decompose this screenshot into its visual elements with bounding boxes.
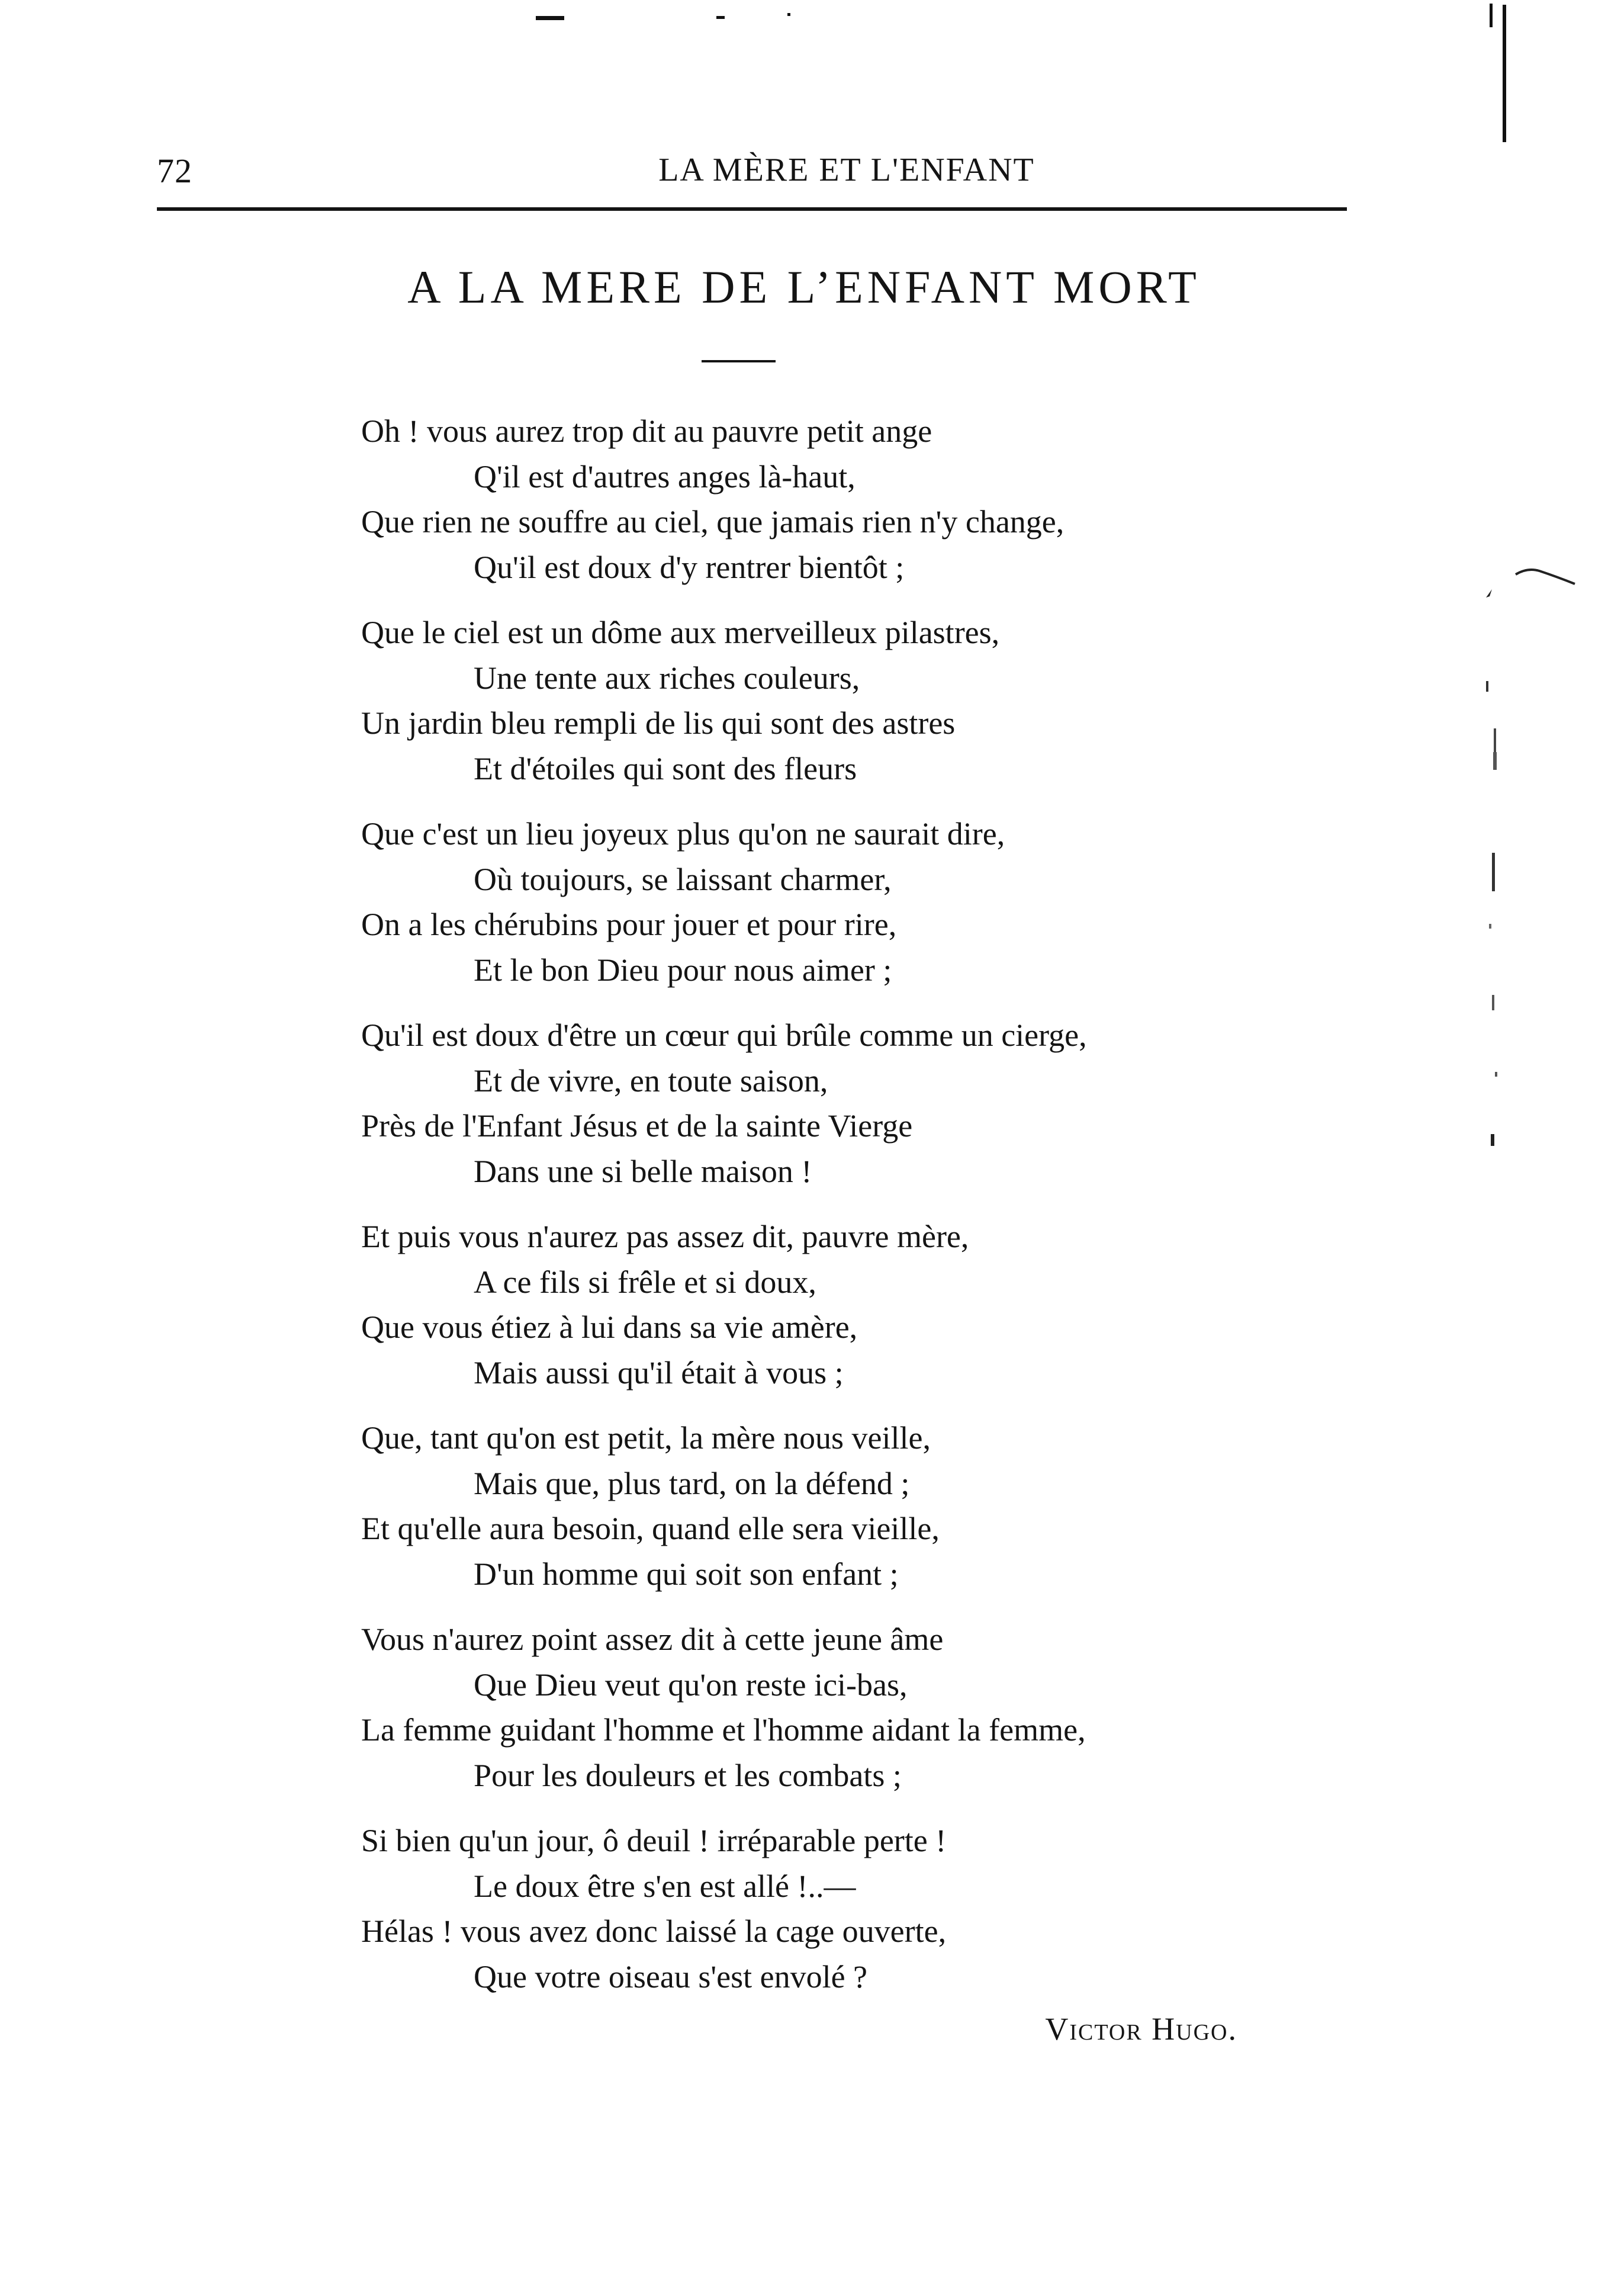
verse-line: Où toujours, se laissant charmer, bbox=[474, 861, 892, 897]
verse-line: Et de vivre, en toute saison, bbox=[474, 1062, 828, 1099]
stanza bbox=[361, 1818, 1320, 1999]
margin-scan-marks bbox=[1379, 0, 1581, 1214]
title-rule bbox=[702, 360, 776, 362]
verse-line: Mais aussi qu'il était à vous ; bbox=[474, 1354, 844, 1391]
verse-line: D'un homme qui soit son enfant ; bbox=[474, 1556, 899, 1592]
stanza bbox=[361, 409, 1320, 590]
verse-line: Dans une si belle maison ! bbox=[474, 1153, 812, 1189]
stanza bbox=[361, 1415, 1320, 1597]
verse-line: Que le ciel est un dôme aux merveilleux pilastres, bbox=[361, 615, 1000, 650]
verse-line: Q'il est d'autres anges là-haut, bbox=[474, 458, 856, 494]
poem-title: A LA MERE DE L’ENFANT MORT bbox=[407, 261, 1201, 313]
verse-line: Que rien ne souffre au ciel, que jamais rien n'y change, bbox=[361, 504, 1065, 540]
verse-line: Le doux être s'en est allé !..— bbox=[474, 1868, 856, 1904]
verse-line: Que votre oiseau s'est envolé ? bbox=[474, 1958, 868, 1995]
author-signature: Victor Hugo. bbox=[1045, 2011, 1237, 2047]
stanza bbox=[361, 1617, 1320, 1798]
scan-mark-top-1 bbox=[536, 16, 564, 20]
verse-line: A ce fils si frêle et si doux, bbox=[474, 1264, 816, 1300]
poem-body bbox=[361, 409, 1320, 2019]
verse-line: Hélas ! vous avez donc laissé la cage ouverte, bbox=[361, 1913, 947, 1949]
scan-mark-top-3 bbox=[787, 13, 790, 16]
verse-line: Vous n'aurez point assez dit à cette jeune âme bbox=[361, 1621, 944, 1657]
verse-line: Qu'il est doux d'être un cœur qui brûle comme un cierge, bbox=[361, 1017, 1087, 1053]
stanza bbox=[361, 1214, 1320, 1395]
page-header bbox=[157, 151, 1341, 198]
verse-line: Et d'étoiles qui sont des fleurs bbox=[474, 750, 857, 786]
verse-line: Une tente aux riches couleurs, bbox=[474, 660, 860, 696]
verse-line: Que, tant qu'on est petit, la mère nous veille, bbox=[361, 1420, 931, 1456]
verse-line: On a les chérubins pour jouer et pour rire, bbox=[361, 907, 897, 942]
verse-line: Et puis vous n'aurez pas assez dit, pauvre mère, bbox=[361, 1219, 969, 1254]
stanza bbox=[361, 811, 1320, 993]
stanza bbox=[361, 1013, 1320, 1194]
verse-line: Pour les douleurs et les combats ; bbox=[474, 1757, 902, 1793]
verse-line: La femme guidant l'homme et l'homme aidant la femme, bbox=[361, 1712, 1086, 1748]
verse-line: Mais que, plus tard, on la défend ; bbox=[474, 1465, 910, 1501]
header-rule bbox=[157, 207, 1347, 211]
running-title: LA MÈRE ET L'ENFANT bbox=[658, 152, 1035, 188]
verse-line: Près de l'Enfant Jésus et de la sainte Vierge bbox=[361, 1108, 913, 1144]
verse-line: Et qu'elle aura besoin, quand elle sera vieille, bbox=[361, 1511, 940, 1546]
verse-line: Si bien qu'un jour, ô deuil ! irréparable perte ! bbox=[361, 1823, 947, 1858]
verse-line: Que vous étiez à lui dans sa vie amère, bbox=[361, 1309, 858, 1345]
verse-line: Un jardin bleu rempli de lis qui sont des astres bbox=[361, 705, 956, 741]
verse-line: Que c'est un lieu joyeux plus qu'on ne saurait dire, bbox=[361, 816, 1005, 852]
verse-line: Oh ! vous aurez trop dit au pauvre petit ange bbox=[361, 413, 932, 449]
verse-line: Que Dieu veut qu'on reste ici-bas, bbox=[474, 1666, 908, 1703]
verse-line: Qu'il est doux d'y rentrer bientôt ; bbox=[474, 549, 905, 585]
stanza bbox=[361, 610, 1320, 791]
page-number: 72 bbox=[157, 152, 192, 190]
verse-line: Et le bon Dieu pour nous aimer ; bbox=[474, 952, 892, 988]
scan-mark-top-2 bbox=[716, 16, 725, 19]
